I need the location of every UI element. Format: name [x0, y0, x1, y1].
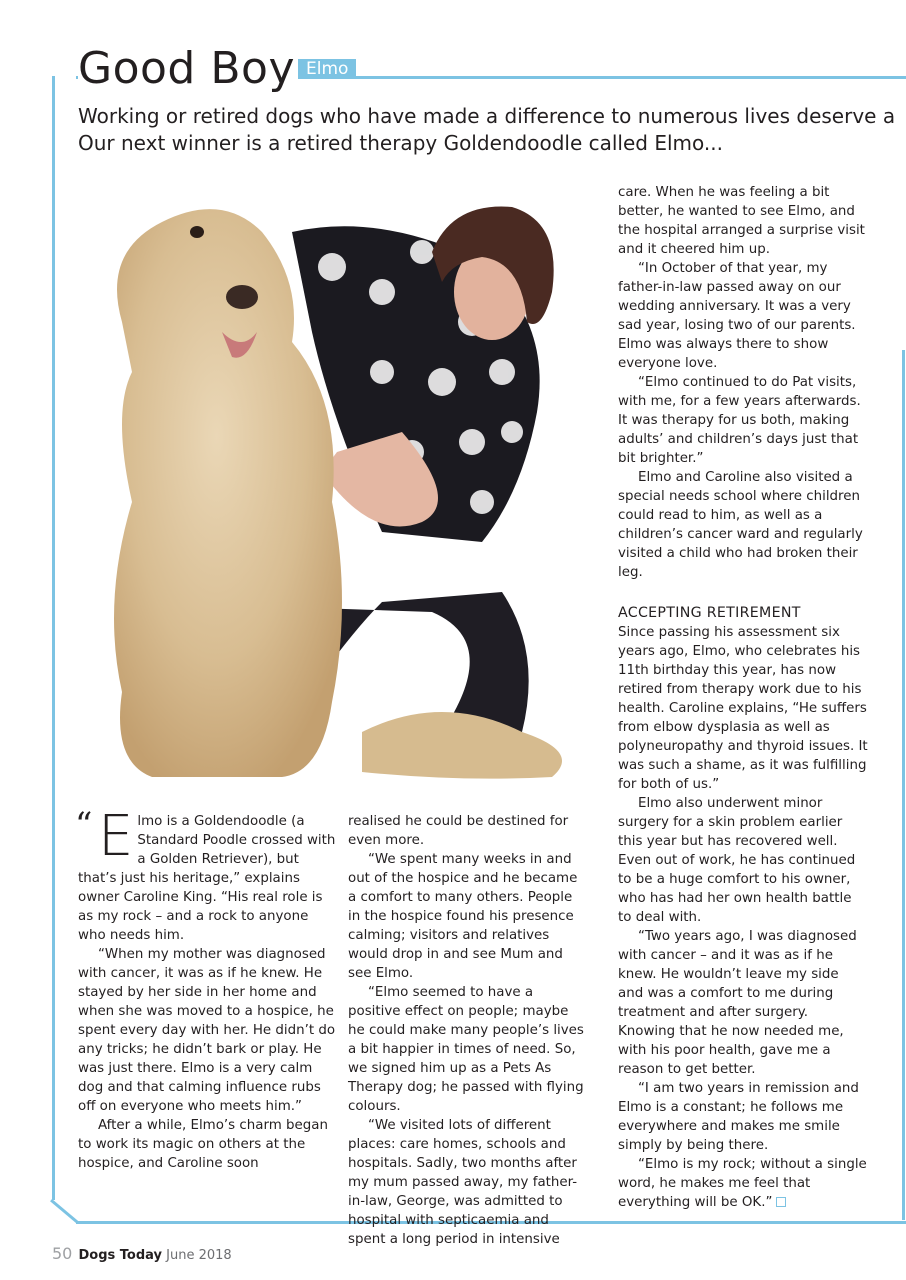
page-footer [52, 1244, 232, 1263]
paragraph: Since passing his assessment six years ago, Elmo, who celebrates his 11th birthday this year, has now retired from therapy work due to his health. Caroline explains, “He suffers from elbow dysplasia as well as polyneuropathy and thyroid issues. It was such a shame, as it was fulfilling for both of us.” [618, 625, 868, 792]
drop-cap-block [75, 804, 340, 945]
paragraph: “We spent many weeks in and out of the hospice and he became a comfort to many others. People in the hospice found his presence calming; visitors and relatives would drop in and see Mum and see Elmo. [348, 852, 578, 981]
title-tag-badge: Elmo [298, 59, 356, 79]
paragraph: “In October of that year, my father-in-law passed away on our wedding anniversary. It was a very sad year, losing two of our parents. Elmo was always there to show everyone love. [618, 261, 856, 371]
page-title: Good Boy [78, 44, 301, 94]
page-number: 50 [52, 1244, 73, 1263]
paragraph: “Elmo continued to do Pat visits, with me, for a few years afterwards. It was therapy for us both, making adults’ and children’s days just that bit brighter.” [618, 375, 861, 466]
frame-corner-rule [50, 1199, 78, 1223]
opening-quote-mark: “ [75, 805, 93, 845]
end-mark-icon [776, 1197, 786, 1207]
paragraph: Elmo and Caroline also visited a special needs school where children could read to him, as well as a children’s cancer ward and regularly visited a child who had broken their leg. [618, 470, 863, 580]
drop-cap-letter: E [98, 804, 134, 869]
paragraph: “We visited lots of different places: care homes, schools and hospitals. Sadly, two months after my mum passed away, my father-in-law, George, was admitted to hospital with septicaemia and spent a long period in intensive [348, 1118, 578, 1247]
paragraph: care. When he was feeling a bit better, he wanted to see Elmo, and the hospital arranged a surprise visit and it cheered him up. [618, 185, 865, 257]
paragraph: “I am two years in remission and Elmo is a constant; he follows me everywhere and makes me smile simply by being there. [618, 1081, 859, 1153]
article-column-1 [75, 804, 340, 1173]
paragraph: “Two years ago, I was diagnosed with cancer – and it was as if he knew. He wouldn’t leave my side and was a comfort to me during treatment and after surgery. Knowing that he now needed me, with his poor health, gave me a reason to get better. [618, 929, 857, 1077]
paragraph-text: “Elmo is my rock; without a single word, he makes me feel that everything will be OK.” [618, 1157, 867, 1210]
paragraph: lmo is a Goldendoodle (a Standard Poodle crossed with a Golden Retriever), but that’s just his heritage,” explains owner Caroline King. “His real role is as my rock – and a rock to anyone who needs him. [78, 814, 336, 943]
paragraph: realised he could be destined for even more. [348, 814, 569, 848]
paragraph: Elmo also underwent minor surgery for a skin problem earlier this year but has recovered well. Even out of work, he has continued to be a huge comfort to his owner, who has had her own health battle to deal with. [618, 796, 856, 925]
paragraph: “Elmo seemed to have a positive effect on people; maybe he could make many people’s lives a bit happier in times of need. So, we signed him up as a Pets As Therapy dog; he passed with flying colours. [348, 985, 584, 1114]
article-column-2 [348, 812, 588, 1249]
paragraph: “When my mother was diagnosed with cancer, it was as if he knew. He stayed by her side in her home and when she was moved to a hospice, he spent every day with her. He didn’t do any tricks; he didn’t bark or play. He was just there. Elmo is a very calm dog and that calming influence rubs off on everyone who meets him.” [78, 947, 336, 1114]
section-subheading: ACCEPTING RETIREMENT [618, 605, 801, 621]
last-paragraph [618, 1155, 868, 1212]
frame-left-rule [52, 76, 55, 1200]
frame-right-rule [902, 350, 905, 1220]
standfirst [78, 103, 906, 157]
magazine-name: Dogs Today [78, 1248, 163, 1263]
standfirst-line-2: Our next winner is a retired therapy Goldendoodle called Elmo... [78, 131, 723, 155]
issue-date: June 2018 [166, 1248, 232, 1263]
paragraph: After a while, Elmo’s charm began to work its magic on others at the hospice, and Caroline soon [78, 1118, 328, 1171]
standfirst-line-1: Working or retired dogs who have made a difference to numerous lives deserve a [78, 104, 896, 128]
goldendoodle-and-owner-photo [82, 172, 594, 792]
article-column-3 [618, 183, 868, 1212]
